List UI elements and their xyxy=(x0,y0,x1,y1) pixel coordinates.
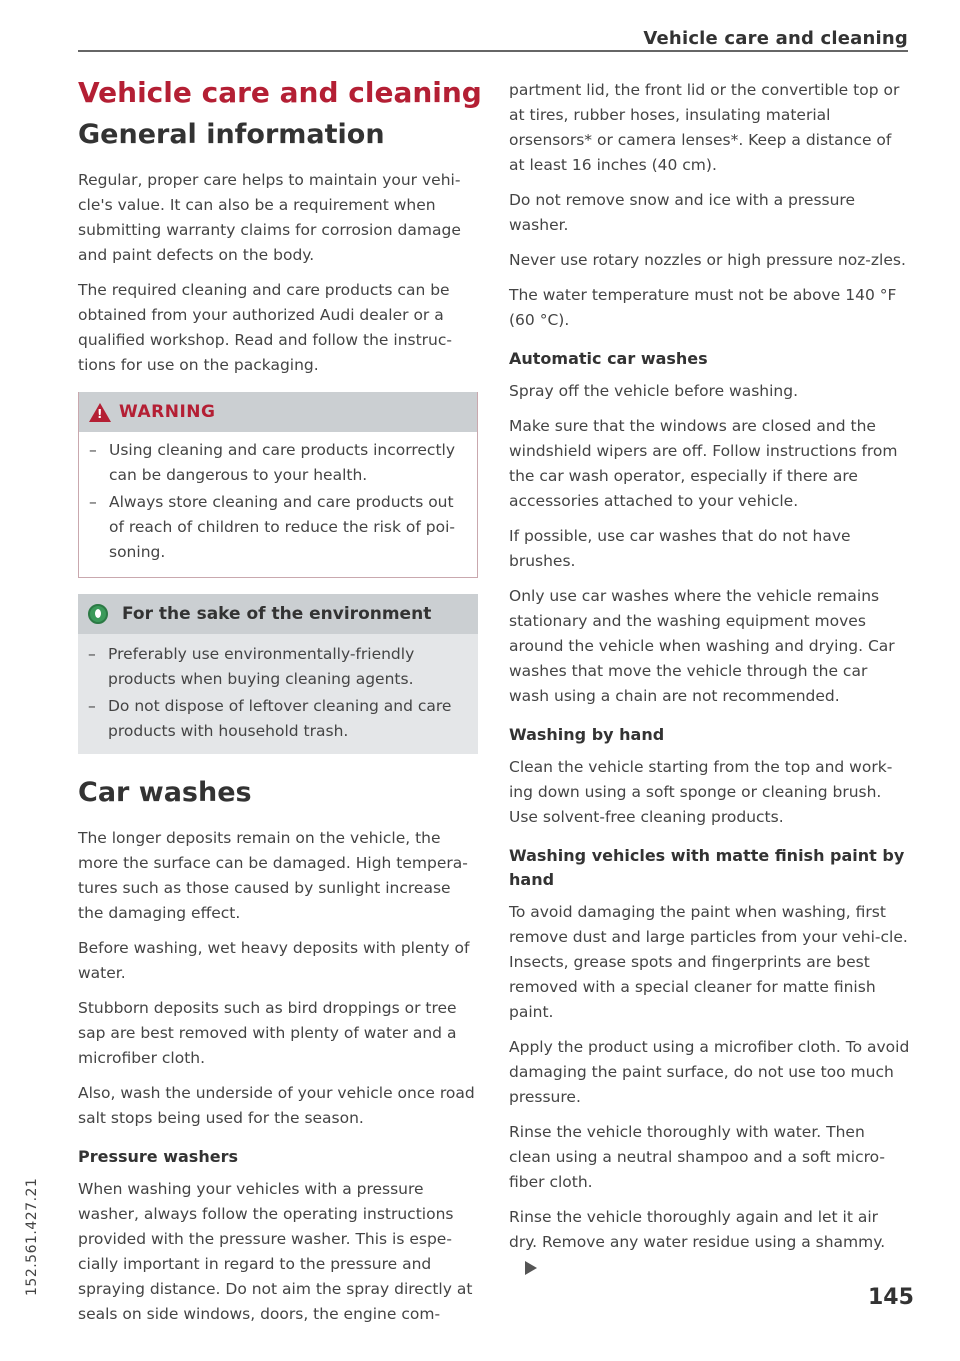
paragraph: Spray off the vehicle before washing. xyxy=(509,382,799,400)
paragraph: The longer deposits remain on the vehicle, the more the surface can be damaged. High tempera-tures such as those caused by sunlight increase the damaging effect. xyxy=(78,829,468,922)
subsection-title-pressure-washers: Pressure washers xyxy=(78,1147,238,1166)
page-number: 145 xyxy=(868,1285,914,1310)
warning-header xyxy=(79,392,477,432)
paragraph: To avoid damaging the paint when washing, first remove dust and large particles from your vehi-cle. Insects, grease spots and fingerprints are best removed with a special cleaner for matte finish paint. xyxy=(509,903,908,1021)
continue-arrow-icon xyxy=(525,1261,537,1275)
environment-title: For the sake of the environment xyxy=(122,604,432,624)
paragraph: Never use rotary nozzles or high pressure noz-zles. xyxy=(509,251,906,269)
paragraph: Apply the product using a microfiber cloth. To avoid damaging the paint surface, do not use too much pressure. xyxy=(509,1038,910,1106)
warning-item: – Using cleaning and care products incorrectly can be dangerous to your health. xyxy=(87,438,469,488)
warning-triangle-icon xyxy=(89,403,111,422)
subsection-title-automatic: Automatic car washes xyxy=(509,349,708,368)
paragraph: partment lid, the front lid or the convertible top or at tires, rubber hoses, insulating material orsensors* or camera lenses*. Keep a distance of at least 16 inches (40 cm). xyxy=(509,81,900,174)
paragraph-last xyxy=(509,1205,911,1280)
paragraph: Do not remove snow and ice with a pressure washer. xyxy=(509,191,855,234)
side-code: 152.561.427.21 xyxy=(24,1177,40,1296)
paragraph: If possible, use car washes that do not have brushes. xyxy=(509,527,851,570)
subsection-title-matte: Washing vehicles with matte finish paint by hand xyxy=(509,846,905,889)
paragraph: When washing your vehicles with a pressure washer, always follow the operating instructions provided with the pressure washer. This is espe-cially important in regard to the pressure and spraying distance. Do not aim the spray directly at seals on side windows, doors, the engine com- xyxy=(78,1180,473,1323)
warning-body xyxy=(79,432,477,577)
warning-box xyxy=(78,392,478,578)
chapter-title: Vehicle care and cleaning xyxy=(78,76,482,109)
section-title-general: General information xyxy=(78,119,385,150)
warning-item: – Always store cleaning and care products out of reach of children to reduce the risk of poi-soning. xyxy=(87,490,469,565)
paragraph: Clean the vehicle starting from the top and work-ing down using a soft sponge or cleaning brush. Use solvent-free cleaning products. xyxy=(509,758,893,826)
paragraph: Regular, proper care helps to maintain your vehi-cle's value. It can also be a requirement when submitting warranty claims for corrosion damage and paint defects on the body. xyxy=(78,171,461,264)
paragraph: The required cleaning and care products can be obtained from your authorized Audi dealer or a qualified workshop. Read and follow the instruc-tions for use on the packaging. xyxy=(78,281,452,374)
paragraph: Make sure that the windows are closed and the windshield wipers are off. Follow instructions from the car wash operator, especially if there are accessories attached to your vehicle. xyxy=(509,417,898,510)
paragraph: Also, wash the underside of your vehicle once road salt stops being used for the season. xyxy=(78,1084,475,1127)
environment-item: – Preferably use environmentally-friendly products when buying cleaning agents. xyxy=(86,642,470,692)
paragraph: Stubborn deposits such as bird droppings or tree sap are best removed with plenty of water and a microfiber cloth. xyxy=(78,999,457,1067)
environment-icon xyxy=(88,604,108,624)
running-header: Vehicle care and cleaning xyxy=(643,28,908,49)
environment-box xyxy=(78,594,478,754)
environment-header xyxy=(78,594,478,634)
subsection-title-hand: Washing by hand xyxy=(509,725,665,744)
paragraph-text: Rinse the vehicle thoroughly again and let it air dry. Remove any water residue using a shammy. xyxy=(509,1208,886,1251)
environment-item: – Do not dispose of leftover cleaning and care products with household trash. xyxy=(86,694,470,744)
environment-body xyxy=(78,634,478,754)
paragraph: Rinse the vehicle thoroughly with water. Then clean using a neutral shampoo and a soft micro-fiber cloth. xyxy=(509,1123,886,1191)
left-column xyxy=(78,72,482,1337)
paragraph: Before washing, wet heavy deposits with plenty of water. xyxy=(78,939,470,982)
paragraph: The water temperature must not be above 140 °F (60 °C). xyxy=(509,286,897,329)
header-rule xyxy=(78,50,908,52)
section-title-car-washes: Car washes xyxy=(78,777,252,808)
warning-title: WARNING xyxy=(119,402,216,422)
paragraph: Only use car washes where the vehicle remains stationary and the washing equipment moves around the vehicle when washing and drying. Car washes that move the vehicle through the car wash using a chain are not recommended. xyxy=(509,587,895,705)
right-column xyxy=(509,78,911,1290)
